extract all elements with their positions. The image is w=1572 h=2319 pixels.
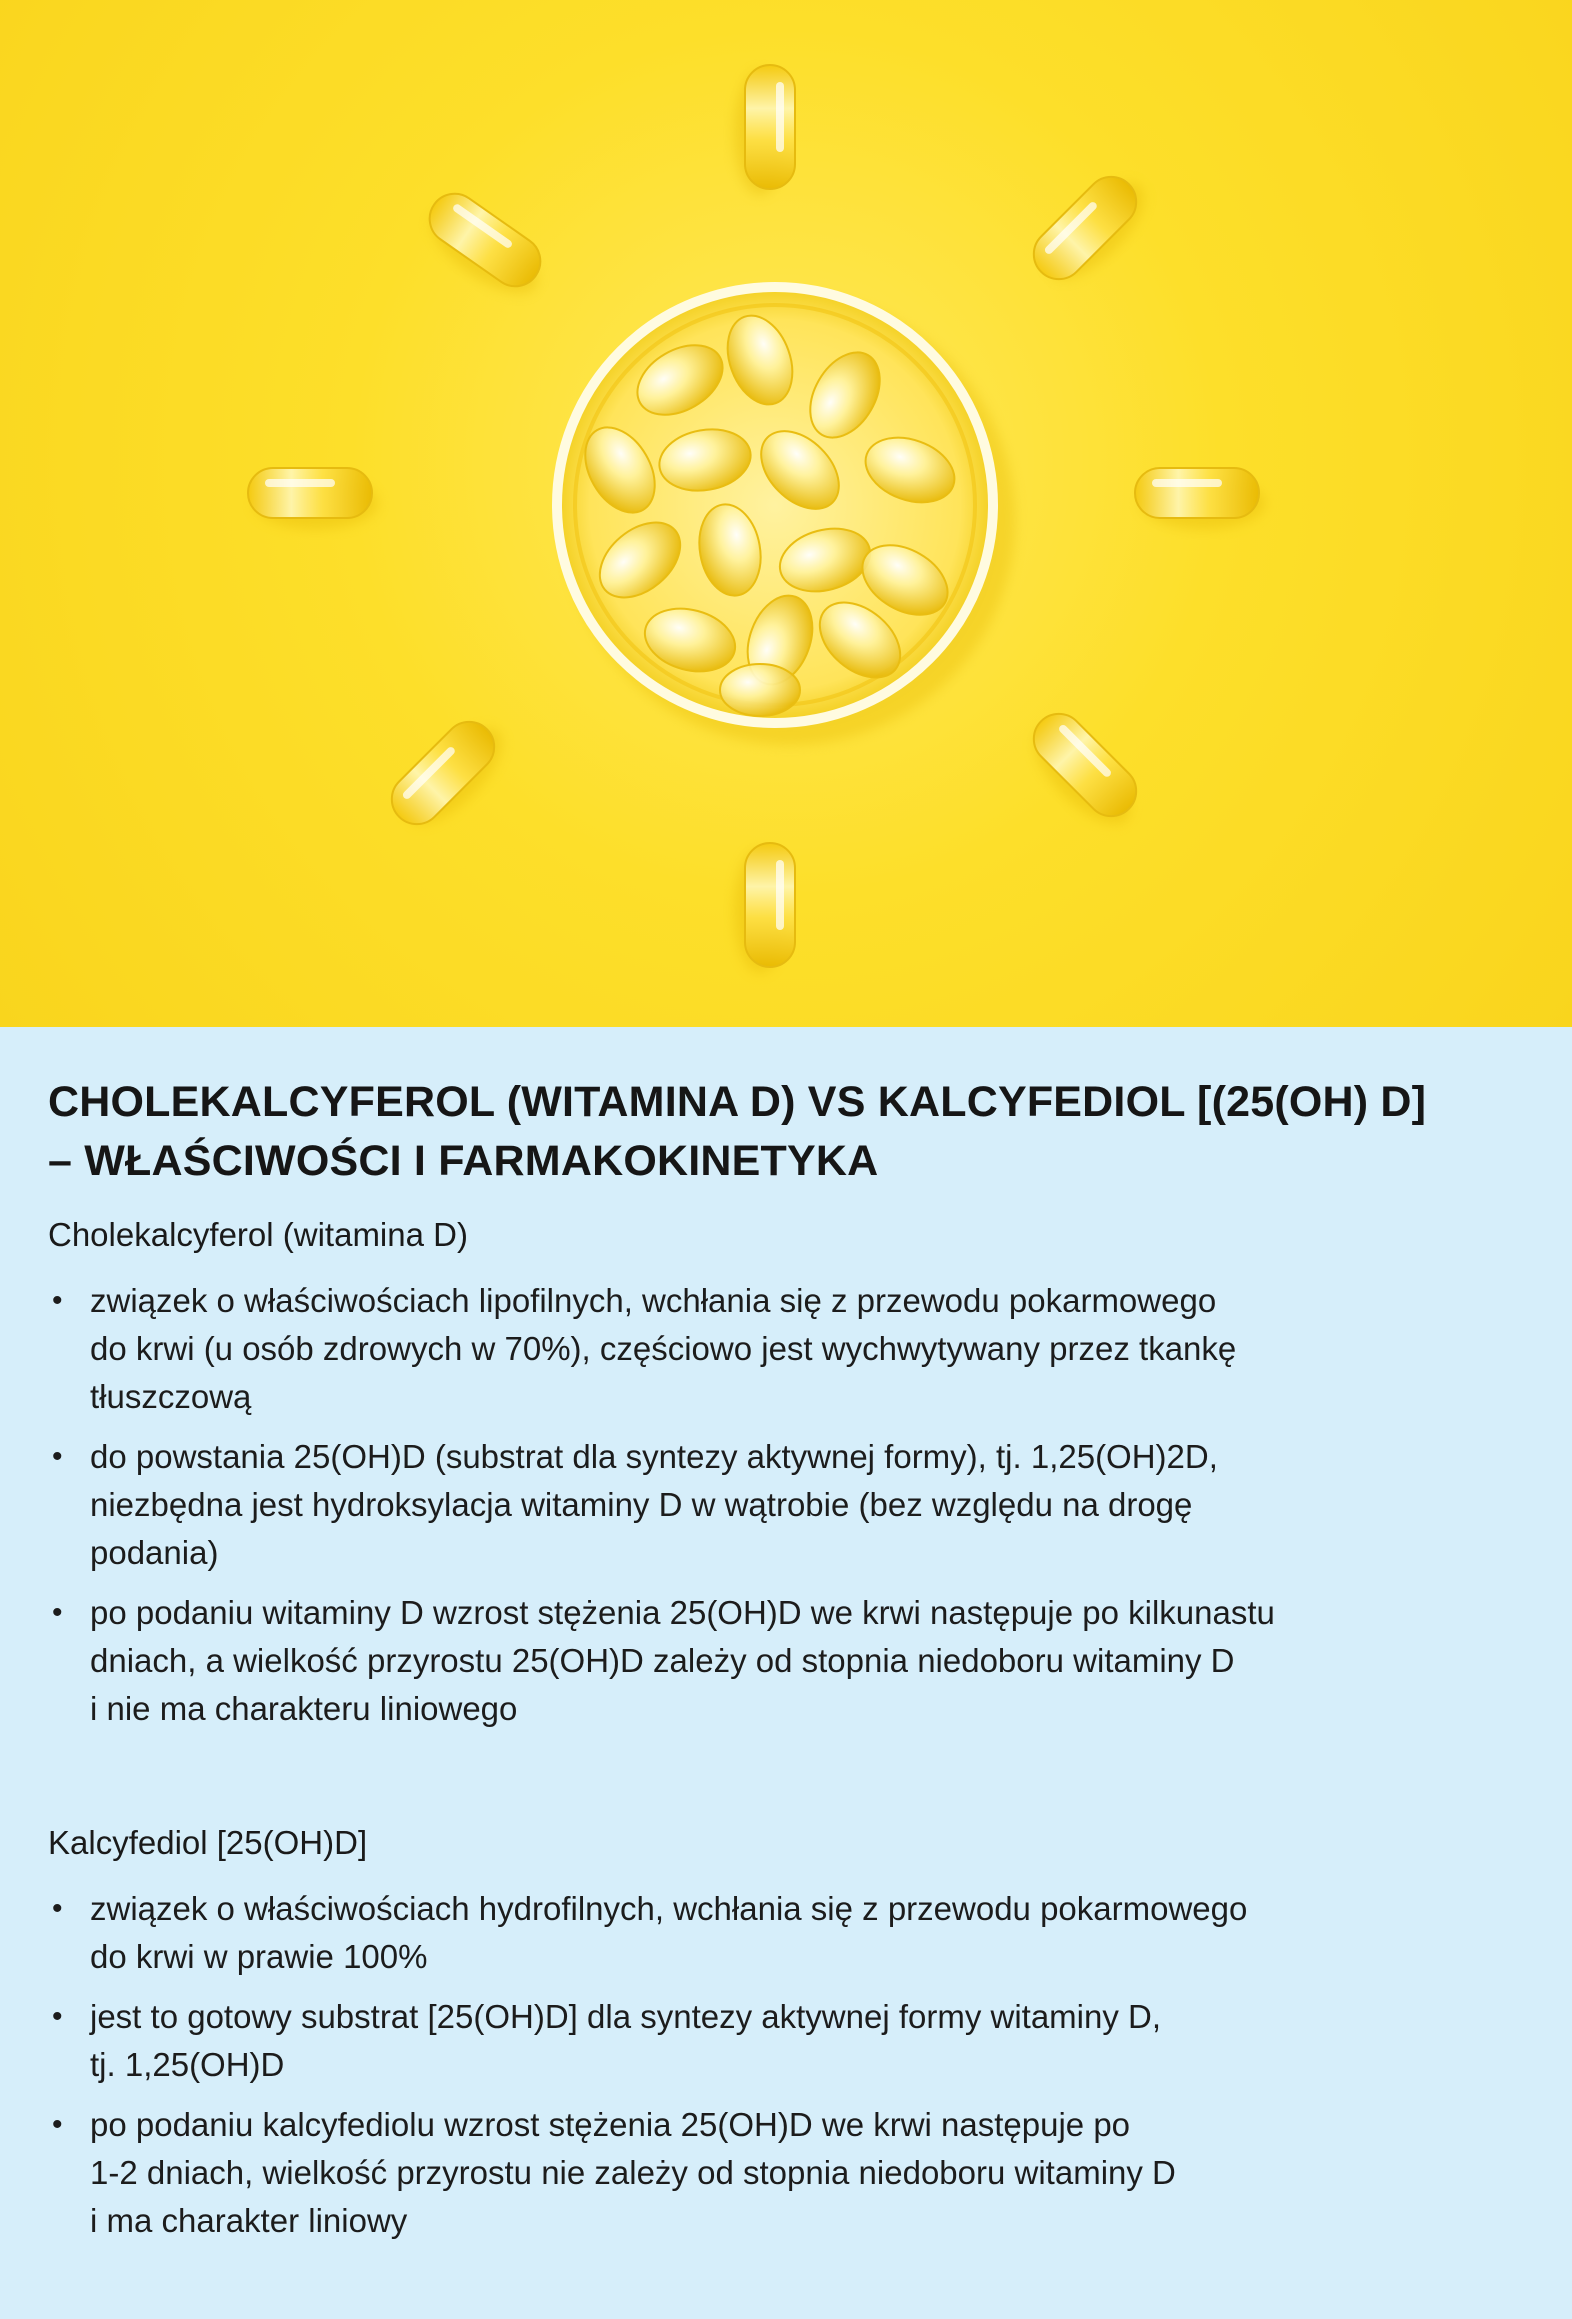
bullet-dot: • bbox=[52, 1284, 63, 1317]
glass-dish bbox=[557, 287, 1015, 745]
bullet-line: jest to gotowy substrat [25(OH)D] dla syntezy aktywnej formy witaminy D, bbox=[90, 1998, 1162, 2035]
bullet-dot: • bbox=[52, 1440, 63, 1473]
bullet-dot: • bbox=[52, 1892, 63, 1925]
list-item bbox=[48, 1277, 1528, 1421]
bullet-line: 1-2 dniach, wielkość przyrostu nie zależy od stopnia niedoboru witaminy D bbox=[90, 2154, 1176, 2191]
bullet-line: po podaniu kalcyfediolu wzrost stężenia 25(OH)D we krwi następuje po bbox=[90, 2106, 1131, 2143]
vitamin-d-capsules-photo bbox=[0, 0, 1572, 1027]
bullet-line: podania) bbox=[90, 1534, 219, 1571]
bullet-line: tłuszczową bbox=[90, 1378, 252, 1415]
bullet-dot: • bbox=[52, 1596, 63, 1629]
bullet-dot: • bbox=[52, 2000, 63, 2033]
bullet-line: do krwi (u osób zdrowych w 70%), częściowo jest wychwytywany przez tkankę bbox=[90, 1330, 1237, 1367]
bullet-line: tj. 1,25(OH)D bbox=[90, 2046, 285, 2083]
capsules-sun-illustration bbox=[0, 0, 1572, 1027]
bullet-line: i ma charakter liniowy bbox=[90, 2202, 408, 2239]
bullet-line: do krwi w prawie 100% bbox=[90, 1938, 428, 1975]
list-item bbox=[48, 1589, 1528, 1733]
list-item bbox=[48, 1885, 1528, 1981]
bullet-line: związek o właściwościach lipofilnych, wchłania się z przewodu pokarmowego bbox=[90, 1282, 1217, 1319]
bullet-dot: • bbox=[52, 2108, 63, 2141]
list-item bbox=[48, 1993, 1528, 2089]
bullet-line: po podaniu witaminy D wzrost stężenia 25(OH)D we krwi następuje po kilkunastu bbox=[90, 1594, 1275, 1631]
text-panel bbox=[0, 1027, 1572, 2319]
section-heading-cholekalcyferol: Cholekalcyferol (witamina D) bbox=[48, 1216, 468, 1253]
list-item bbox=[48, 2101, 1528, 2245]
bullet-line: i nie ma charakteru liniowego bbox=[90, 1690, 518, 1727]
bullet-line: do powstania 25(OH)D (substrat dla syntezy aktywnej formy), tj. 1,25(OH)2D, bbox=[90, 1438, 1218, 1475]
title-line-1: CHOLEKALCYFEROL (WITAMINA D) VS KALCYFEDIOL [(25(OH) D] bbox=[48, 1078, 1427, 1126]
bullet-line: dniach, a wielkość przyrostu 25(OH)D zależy od stopnia niedoboru witaminy D bbox=[90, 1642, 1235, 1679]
list-item bbox=[48, 1433, 1528, 1577]
bullet-line: związek o właściwościach hydrofilnych, wchłania się z przewodu pokarmowego bbox=[90, 1890, 1248, 1927]
bullet-list-cholekalcyferol bbox=[48, 1277, 1528, 1733]
bullet-line: niezbędna jest hydroksylacja witaminy D w wątrobie (bez względu na drogę bbox=[90, 1486, 1193, 1523]
title-line-2: – WŁAŚCIWOŚCI I FARMAKOKINETYKA bbox=[48, 1137, 879, 1185]
bullet-list-kalcyfediol bbox=[48, 1885, 1528, 2245]
page-title bbox=[48, 1073, 1528, 1191]
section-heading-kalcyfediol: Kalcyfediol [25(OH)D] bbox=[48, 1824, 368, 1861]
